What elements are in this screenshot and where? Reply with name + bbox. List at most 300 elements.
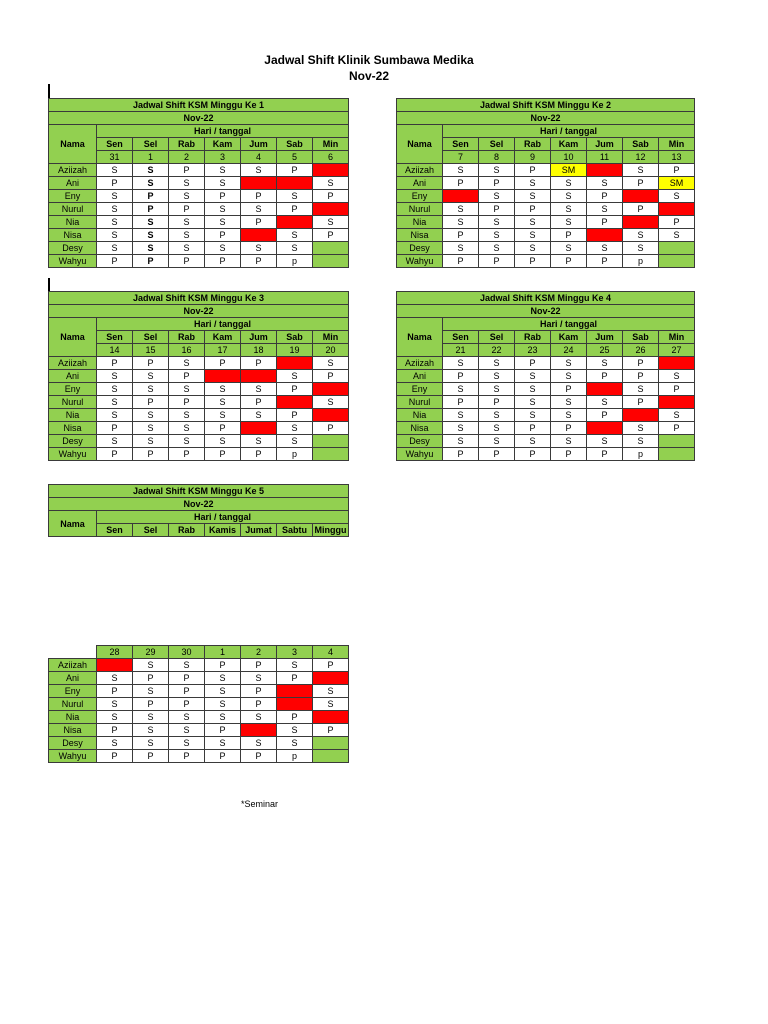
shift-cell: P <box>205 659 241 672</box>
staff-name: Wahyu <box>49 448 97 461</box>
schedule-row <box>397 242 695 255</box>
schedule-row <box>49 698 349 711</box>
schedule-row <box>49 164 349 177</box>
day-header: Rab <box>169 331 205 344</box>
shift-cell: S <box>551 370 587 383</box>
schedule-row <box>49 435 349 448</box>
shift-cell: S <box>205 409 241 422</box>
left-marker-1 <box>48 84 50 98</box>
shift-cell: P <box>169 255 205 268</box>
shift-cell <box>241 422 277 435</box>
shift-cell: P <box>241 396 277 409</box>
day-header: Kam <box>205 138 241 151</box>
shift-cell: SM <box>551 164 587 177</box>
staff-name: Nia <box>49 216 97 229</box>
shift-cell: S <box>659 370 695 383</box>
shift-cell: P <box>443 229 479 242</box>
shift-cell: S <box>97 229 133 242</box>
day-header: Min <box>659 138 695 151</box>
shift-cell: P <box>169 698 205 711</box>
date-cell: 11 <box>587 151 623 164</box>
day-header: Jum <box>241 331 277 344</box>
shift-cell: P <box>479 255 515 268</box>
schedule-row <box>49 383 349 396</box>
date-cell: 6 <box>313 151 349 164</box>
date-cell: 18 <box>241 344 277 357</box>
shift-cell: P <box>313 724 349 737</box>
shift-cell: P <box>241 357 277 370</box>
schedule-row <box>49 737 349 750</box>
shift-cell <box>277 357 313 370</box>
schedule-row <box>49 229 349 242</box>
schedule-row <box>397 255 695 268</box>
shift-cell: S <box>515 190 551 203</box>
shift-cell: S <box>587 396 623 409</box>
shift-cell: S <box>169 242 205 255</box>
shift-cell: P <box>443 448 479 461</box>
schedule-row <box>397 448 695 461</box>
shift-cell: S <box>313 357 349 370</box>
staff-name: Nia <box>49 409 97 422</box>
week-title: Jadwal Shift KSM Minggu Ke 3 <box>49 292 349 305</box>
shift-cell: P <box>443 396 479 409</box>
shift-cell <box>587 383 623 396</box>
shift-cell: S <box>97 216 133 229</box>
shift-cell: P <box>659 164 695 177</box>
staff-name: Ani <box>397 177 443 190</box>
shift-cell: P <box>443 255 479 268</box>
staff-name: Nurul <box>49 396 97 409</box>
date-cell: 1 <box>205 646 241 659</box>
date-cell: 27 <box>659 344 695 357</box>
shift-cell: P <box>443 177 479 190</box>
day-header: Sabtu <box>277 524 313 537</box>
shift-cell: S <box>241 711 277 724</box>
staff-name: Nisa <box>397 422 443 435</box>
shift-cell: P <box>277 711 313 724</box>
shift-cell: P <box>97 177 133 190</box>
shift-cell: P <box>587 216 623 229</box>
schedule-row <box>49 177 349 190</box>
date-cell: 30 <box>169 646 205 659</box>
day-header: Sen <box>443 138 479 151</box>
seminar-note: *Seminar <box>241 799 279 809</box>
shift-cell: S <box>241 164 277 177</box>
week-1-table <box>48 98 349 268</box>
shift-cell: S <box>205 177 241 190</box>
staff-name: Desy <box>49 737 97 750</box>
date-cell: 25 <box>587 344 623 357</box>
schedule-row <box>49 422 349 435</box>
left-marker-2 <box>48 278 50 292</box>
shift-cell <box>313 672 349 685</box>
shift-cell: S <box>443 422 479 435</box>
shift-cell: P <box>277 672 313 685</box>
nama-header: Nama <box>397 125 443 164</box>
shift-cell <box>659 255 695 268</box>
hari-tanggal-header: Hari / tanggal <box>97 125 349 138</box>
shift-cell: S <box>623 435 659 448</box>
shift-cell: S <box>515 409 551 422</box>
day-header: Jum <box>587 138 623 151</box>
shift-cell: S <box>205 435 241 448</box>
shift-cell: S <box>241 435 277 448</box>
shift-cell: P <box>515 422 551 435</box>
schedule-row <box>49 659 349 672</box>
staff-name: Nisa <box>49 422 97 435</box>
shift-cell: S <box>551 435 587 448</box>
nama-header: Nama <box>397 318 443 357</box>
shift-cell: S <box>515 396 551 409</box>
shift-cell: S <box>133 435 169 448</box>
shift-cell: P <box>97 724 133 737</box>
shift-cell: S <box>277 422 313 435</box>
shift-cell: P <box>515 164 551 177</box>
shift-cell: P <box>205 750 241 763</box>
schedule-row <box>397 370 695 383</box>
shift-cell: P <box>133 750 169 763</box>
day-header: Jum <box>587 331 623 344</box>
staff-name: Ani <box>49 370 97 383</box>
shift-cell: P <box>205 190 241 203</box>
staff-name: Nurul <box>49 203 97 216</box>
shift-cell: P <box>205 229 241 242</box>
shift-cell: S <box>551 357 587 370</box>
shift-cell: S <box>587 435 623 448</box>
shift-cell: P <box>241 190 277 203</box>
shift-cell: P <box>515 357 551 370</box>
shift-cell: P <box>169 164 205 177</box>
shift-cell: S <box>623 164 659 177</box>
shift-cell: S <box>551 203 587 216</box>
shift-cell <box>277 685 313 698</box>
nama-header: Nama <box>49 125 97 164</box>
day-header: Sab <box>623 331 659 344</box>
schedule-row <box>49 255 349 268</box>
shift-cell <box>205 370 241 383</box>
shift-cell: S <box>515 383 551 396</box>
shift-cell: S <box>133 422 169 435</box>
shift-cell: S <box>479 370 515 383</box>
shift-cell: P <box>97 422 133 435</box>
shift-cell: S <box>479 229 515 242</box>
shift-cell <box>241 229 277 242</box>
day-header: Sel <box>133 524 169 537</box>
shift-cell <box>623 409 659 422</box>
shift-cell <box>313 409 349 422</box>
shift-cell: S <box>97 435 133 448</box>
staff-name: Eny <box>49 685 97 698</box>
week-month: Nov-22 <box>49 112 349 125</box>
shift-cell: P <box>241 698 277 711</box>
staff-name: Eny <box>49 383 97 396</box>
shift-cell: S <box>623 422 659 435</box>
shift-cell: P <box>169 672 205 685</box>
shift-cell: P <box>551 448 587 461</box>
shift-cell: S <box>169 435 205 448</box>
shift-cell <box>313 750 349 763</box>
shift-cell <box>313 711 349 724</box>
staff-name: Wahyu <box>397 255 443 268</box>
shift-cell <box>623 216 659 229</box>
shift-cell: S <box>133 370 169 383</box>
staff-name: Nurul <box>397 396 443 409</box>
shift-cell: S <box>443 435 479 448</box>
staff-name: Desy <box>49 435 97 448</box>
shift-cell: S <box>313 685 349 698</box>
shift-cell: S <box>443 357 479 370</box>
staff-name: Nurul <box>397 203 443 216</box>
shift-cell: S <box>515 177 551 190</box>
staff-name: Wahyu <box>397 448 443 461</box>
week-month: Nov-22 <box>49 498 349 511</box>
shift-cell: P <box>277 383 313 396</box>
day-header: Kam <box>551 331 587 344</box>
shift-cell: S <box>551 177 587 190</box>
shift-cell: P <box>659 383 695 396</box>
date-cell: 15 <box>133 344 169 357</box>
shift-cell: P <box>587 409 623 422</box>
shift-cell: S <box>479 216 515 229</box>
shift-cell: S <box>587 242 623 255</box>
schedule-row <box>397 164 695 177</box>
date-cell: 17 <box>205 344 241 357</box>
day-header: Sen <box>443 331 479 344</box>
shift-cell: S <box>515 435 551 448</box>
week-month: Nov-22 <box>49 305 349 318</box>
shift-cell: S <box>97 698 133 711</box>
date-cell: 5 <box>277 151 313 164</box>
blank-cell <box>49 646 97 659</box>
day-header: Sab <box>277 331 313 344</box>
shift-cell <box>587 229 623 242</box>
staff-name: Wahyu <box>49 750 97 763</box>
shift-cell: S <box>133 177 169 190</box>
shift-cell: S <box>97 409 133 422</box>
day-header: Min <box>313 331 349 344</box>
staff-name: Desy <box>397 435 443 448</box>
shift-cell: S <box>277 737 313 750</box>
shift-cell: P <box>133 448 169 461</box>
shift-cell: P <box>97 255 133 268</box>
shift-cell: P <box>623 396 659 409</box>
schedule-row <box>49 203 349 216</box>
staff-name: Nisa <box>49 229 97 242</box>
schedule-row <box>49 216 349 229</box>
shift-cell: P <box>587 190 623 203</box>
day-header: Sen <box>97 331 133 344</box>
shift-cell: S <box>133 659 169 672</box>
shift-cell: P <box>313 422 349 435</box>
schedule-row <box>49 672 349 685</box>
shift-cell <box>241 370 277 383</box>
shift-cell <box>659 357 695 370</box>
day-header: Kam <box>551 138 587 151</box>
shift-cell: S <box>169 229 205 242</box>
date-cell: 13 <box>659 151 695 164</box>
schedule-row <box>49 357 349 370</box>
shift-cell <box>659 448 695 461</box>
shift-cell: S <box>479 383 515 396</box>
staff-name: Nisa <box>49 724 97 737</box>
day-header: Sen <box>97 524 133 537</box>
schedule-row <box>49 724 349 737</box>
shift-cell: S <box>169 177 205 190</box>
shift-cell: P <box>515 448 551 461</box>
shift-cell: S <box>277 435 313 448</box>
shift-cell: P <box>551 229 587 242</box>
date-cell: 12 <box>623 151 659 164</box>
shift-cell: S <box>551 190 587 203</box>
shift-cell <box>443 190 479 203</box>
shift-cell: p <box>277 750 313 763</box>
shift-cell <box>241 177 277 190</box>
staff-name: Eny <box>397 190 443 203</box>
shift-cell: P <box>241 448 277 461</box>
staff-name: Aziizah <box>397 357 443 370</box>
schedule-row <box>397 357 695 370</box>
shift-cell: P <box>623 370 659 383</box>
shift-cell: S <box>97 737 133 750</box>
shift-cell: S <box>133 685 169 698</box>
day-header: Rab <box>169 524 205 537</box>
shift-cell: S <box>97 396 133 409</box>
shift-cell <box>97 659 133 672</box>
shift-cell: P <box>479 177 515 190</box>
shift-cell: S <box>623 242 659 255</box>
day-header: Min <box>313 138 349 151</box>
schedule-row <box>49 190 349 203</box>
staff-name: Desy <box>397 242 443 255</box>
shift-cell: S <box>515 242 551 255</box>
shift-cell: P <box>587 448 623 461</box>
shift-cell: S <box>277 370 313 383</box>
schedule-row <box>49 448 349 461</box>
date-cell: 2 <box>241 646 277 659</box>
date-cell: 20 <box>313 344 349 357</box>
shift-cell: P <box>205 724 241 737</box>
shift-cell: S <box>205 737 241 750</box>
day-header: Kam <box>205 331 241 344</box>
shift-cell: S <box>479 409 515 422</box>
date-cell: 19 <box>277 344 313 357</box>
week-title: Jadwal Shift KSM Minggu Ke 4 <box>397 292 695 305</box>
shift-cell: P <box>97 448 133 461</box>
shift-cell: S <box>313 177 349 190</box>
shift-cell: S <box>479 435 515 448</box>
week-title: Jadwal Shift KSM Minggu Ke 2 <box>397 99 695 112</box>
day-header: Min <box>659 331 695 344</box>
shift-cell: P <box>313 370 349 383</box>
shift-cell: S <box>551 216 587 229</box>
shift-cell: P <box>169 448 205 461</box>
shift-cell: S <box>205 216 241 229</box>
schedule-row <box>397 435 695 448</box>
shift-cell: S <box>97 242 133 255</box>
staff-name: Aziizah <box>49 164 97 177</box>
shift-cell: P <box>623 203 659 216</box>
shift-cell <box>277 216 313 229</box>
nama-header: Nama <box>49 511 97 537</box>
shift-cell: S <box>205 698 241 711</box>
shift-cell: S <box>97 203 133 216</box>
shift-cell <box>277 698 313 711</box>
date-cell: 24 <box>551 344 587 357</box>
shift-cell <box>241 724 277 737</box>
schedule-row <box>49 242 349 255</box>
shift-cell: S <box>479 422 515 435</box>
shift-cell: P <box>277 409 313 422</box>
shift-cell: S <box>205 711 241 724</box>
shift-cell: P <box>205 357 241 370</box>
shift-cell: P <box>241 659 277 672</box>
week-month: Nov-22 <box>397 305 695 318</box>
shift-cell: S <box>443 216 479 229</box>
day-header: Sab <box>277 138 313 151</box>
date-cell: 22 <box>479 344 515 357</box>
shift-cell: S <box>443 203 479 216</box>
shift-cell: S <box>169 190 205 203</box>
shift-cell <box>313 448 349 461</box>
date-cell: 21 <box>443 344 479 357</box>
shift-cell: P <box>551 383 587 396</box>
shift-cell: S <box>241 383 277 396</box>
shift-cell: S <box>97 164 133 177</box>
shift-cell: S <box>241 203 277 216</box>
shift-cell: S <box>241 737 277 750</box>
shift-cell: P <box>169 370 205 383</box>
shift-cell: S <box>623 229 659 242</box>
shift-cell: S <box>659 409 695 422</box>
staff-name: Nia <box>397 216 443 229</box>
date-cell: 7 <box>443 151 479 164</box>
shift-cell: P <box>551 255 587 268</box>
shift-cell: S <box>169 216 205 229</box>
shift-cell: P <box>169 203 205 216</box>
shift-cell: S <box>479 242 515 255</box>
staff-name: Eny <box>397 383 443 396</box>
staff-name: Aziizah <box>49 357 97 370</box>
shift-cell: S <box>623 383 659 396</box>
shift-cell: S <box>133 737 169 750</box>
shift-cell: S <box>241 242 277 255</box>
date-cell: 29 <box>133 646 169 659</box>
date-cell: 4 <box>313 646 349 659</box>
staff-name: Nia <box>49 711 97 724</box>
shift-cell: P <box>97 685 133 698</box>
shift-cell: P <box>169 396 205 409</box>
shift-cell: P <box>623 357 659 370</box>
shift-cell <box>313 383 349 396</box>
shift-cell: S <box>133 216 169 229</box>
shift-cell: S <box>205 685 241 698</box>
shift-cell: P <box>587 370 623 383</box>
shift-cell: P <box>133 672 169 685</box>
shift-cell: S <box>205 242 241 255</box>
date-cell: 14 <box>97 344 133 357</box>
staff-name: Aziizah <box>397 164 443 177</box>
shift-cell: S <box>169 711 205 724</box>
schedule-row <box>49 370 349 383</box>
shift-cell: S <box>587 203 623 216</box>
shift-cell: S <box>479 357 515 370</box>
shift-cell: S <box>169 737 205 750</box>
shift-cell: S <box>169 357 205 370</box>
shift-cell: S <box>515 229 551 242</box>
shift-cell: P <box>97 750 133 763</box>
schedule-row <box>49 685 349 698</box>
schedule-row <box>397 422 695 435</box>
